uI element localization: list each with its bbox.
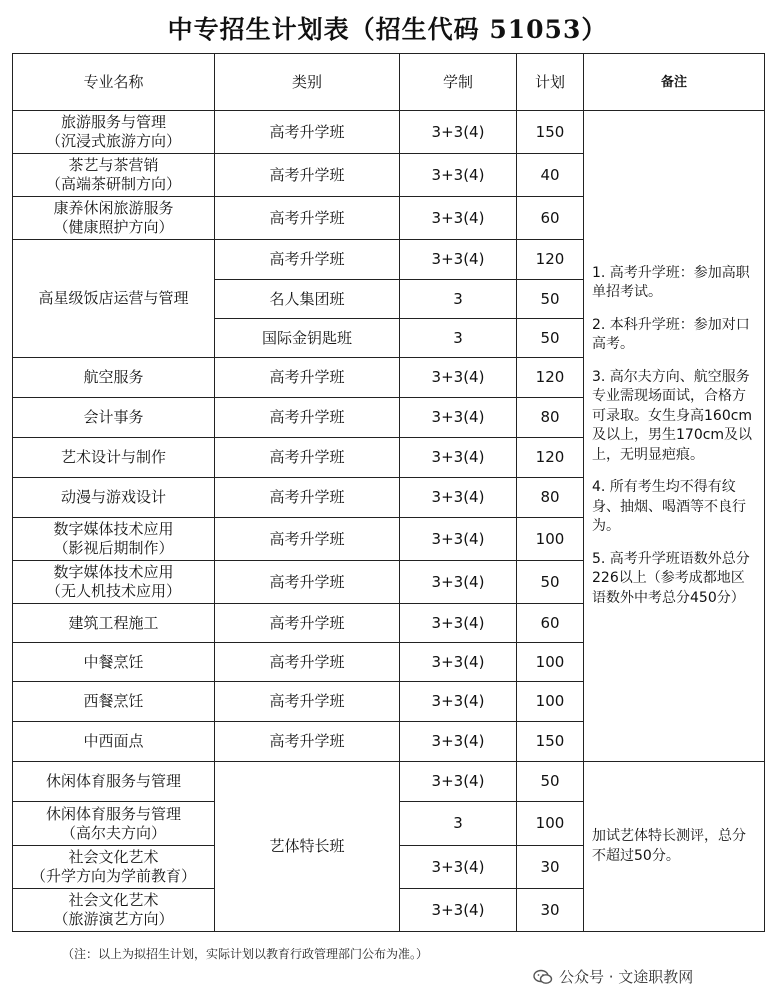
type-cell: 高考升学班 — [215, 604, 400, 643]
major-cell: 旅游服务与管理 （沉浸式旅游方向） — [13, 111, 215, 154]
type-cell: 高考升学班 — [215, 478, 400, 518]
major-cell: 艺术设计与制作 — [13, 438, 215, 478]
type-cell: 高考升学班 — [215, 643, 400, 682]
page-title: 中专招生计划表（招生代码 51053） — [167, 15, 608, 44]
plan-cell: 80 — [517, 398, 584, 438]
major-cell: 数字媒体技术应用 （无人机技术应用） — [13, 561, 215, 604]
duration-cell: 3+3(4) — [400, 398, 517, 438]
major-cell: 建筑工程施工 — [13, 604, 215, 643]
type-cell: 高考升学班 — [215, 240, 400, 280]
duration-cell: 3+3(4) — [400, 846, 517, 889]
duration-cell: 3+3(4) — [400, 518, 517, 561]
plan-cell: 30 — [517, 846, 584, 889]
major-cell: 中西面点 — [13, 722, 215, 762]
plan-cell: 50 — [517, 319, 584, 358]
major-cell: 动漫与游戏设计 — [13, 478, 215, 518]
duration-cell: 3+3(4) — [400, 604, 517, 643]
watermark — [533, 966, 693, 987]
remark-item: 4. 所有考生均不得有纹身、抽烟、喝酒等不良行为。 — [592, 479, 746, 535]
plan-cell: 40 — [517, 154, 584, 197]
duration-cell: 3+3(4) — [400, 197, 517, 240]
type-cell: 高考升学班 — [215, 438, 400, 478]
major-cell: 数字媒体技术应用 （影视后期制作） — [13, 518, 215, 561]
plan-cell: 100 — [517, 682, 584, 722]
remarks-cell-arts: 加试艺体特长测评，总分不超过50分。 — [584, 762, 765, 932]
major-cell: 社会文化艺术 （升学方向为学前教育） — [13, 846, 215, 889]
header-type: 类别 — [215, 54, 400, 111]
plan-cell: 60 — [517, 604, 584, 643]
table-row — [13, 762, 765, 802]
major-cell: 茶艺与茶营销 （高端茶研制方向） — [13, 154, 215, 197]
plan-cell: 120 — [517, 358, 584, 398]
type-cell: 高考升学班 — [215, 154, 400, 197]
major-cell: 西餐烹饪 — [13, 682, 215, 722]
remark-item: 3. 高尔夫方向、航空服务专业需现场面试，合格方可录取。女生身高160cm及以上，男生170cm及以上，无明显疤痕。 — [592, 368, 753, 463]
type-cell: 高考升学班 — [215, 398, 400, 438]
duration-cell: 3+3(4) — [400, 643, 517, 682]
type-cell: 高考升学班 — [215, 197, 400, 240]
type-cell: 高考升学班 — [215, 111, 400, 154]
header-row — [13, 54, 765, 111]
plan-cell: 80 — [517, 478, 584, 518]
major-cell: 社会文化艺术 （旅游演艺方向） — [13, 889, 215, 932]
duration-cell: 3+3(4) — [400, 561, 517, 604]
major-cell: 中餐烹饪 — [13, 643, 215, 682]
type-cell: 高考升学班 — [215, 682, 400, 722]
duration-cell: 3+3(4) — [400, 438, 517, 478]
plan-cell: 50 — [517, 561, 584, 604]
major-cell: 康养休闲旅游服务 （健康照护方向） — [13, 197, 215, 240]
duration-cell: 3+3(4) — [400, 889, 517, 932]
duration-cell: 3+3(4) — [400, 478, 517, 518]
major-cell: 高星级饭店运营与管理 — [13, 240, 215, 358]
duration-cell: 3+3(4) — [400, 240, 517, 280]
plan-cell: 100 — [517, 643, 584, 682]
remarks-cell — [584, 111, 765, 762]
plan-cell: 100 — [517, 518, 584, 561]
duration-cell: 3 — [400, 280, 517, 319]
duration-cell: 3+3(4) — [400, 722, 517, 762]
plan-cell: 120 — [517, 438, 584, 478]
duration-cell: 3+3(4) — [400, 154, 517, 197]
duration-cell: 3+3(4) — [400, 682, 517, 722]
wechat-icon — [533, 969, 553, 985]
duration-cell: 3 — [400, 802, 517, 846]
plan-cell: 30 — [517, 889, 584, 932]
plan-cell: 60 — [517, 197, 584, 240]
duration-cell: 3+3(4) — [400, 762, 517, 802]
header-duration: 学制 — [400, 54, 517, 111]
plan-cell: 50 — [517, 280, 584, 319]
type-cell: 国际金钥匙班 — [215, 319, 400, 358]
header-major: 专业名称 — [13, 54, 215, 111]
remark-item: 1. 高考升学班：参加高职单招考试。 — [592, 264, 750, 301]
type-cell: 高考升学班 — [215, 358, 400, 398]
table-row — [13, 111, 765, 154]
header-remarks: 备注 — [584, 54, 765, 111]
type-cell: 艺体特长班 — [215, 762, 400, 932]
plan-cell: 150 — [517, 722, 584, 762]
type-cell: 高考升学班 — [215, 561, 400, 604]
type-cell: 高考升学班 — [215, 722, 400, 762]
remark-item: 5. 高考升学班语数外总分226以上（参考成都地区语数外中考总分450分） — [592, 550, 750, 606]
major-cell: 会计事务 — [13, 398, 215, 438]
enrollment-table — [12, 53, 765, 932]
plan-cell: 100 — [517, 802, 584, 846]
type-cell: 名人集团班 — [215, 280, 400, 319]
header-plan: 计划 — [517, 54, 584, 111]
major-cell: 休闲体育服务与管理 （高尔夫方向） — [13, 802, 215, 846]
plan-cell: 50 — [517, 762, 584, 802]
duration-cell: 3+3(4) — [400, 358, 517, 398]
watermark-text: 公众号 · 文途职教网 — [559, 968, 694, 986]
duration-cell: 3 — [400, 319, 517, 358]
plan-cell: 150 — [517, 111, 584, 154]
plan-cell: 120 — [517, 240, 584, 280]
major-cell: 航空服务 — [13, 358, 215, 398]
duration-cell: 3+3(4) — [400, 111, 517, 154]
footnote: （注：以上为拟招生计划，实际计划以教育行政管理部门公布为准。） — [62, 947, 429, 961]
major-cell: 休闲体育服务与管理 — [13, 762, 215, 802]
type-cell: 高考升学班 — [215, 518, 400, 561]
remark-item: 2. 本科升学班：参加对口高考。 — [592, 316, 750, 353]
